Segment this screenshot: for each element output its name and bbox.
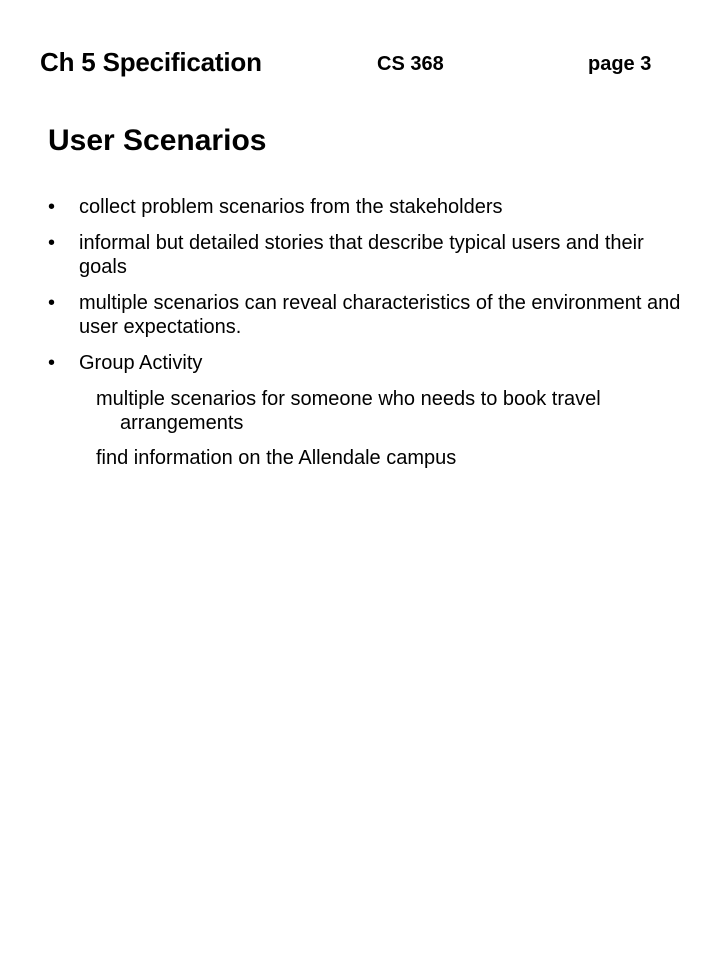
bullet-marker: •	[48, 232, 56, 254]
bullet-item	[48, 231, 688, 279]
chapter-heading: Ch 5 Specification	[40, 47, 262, 77]
bullet-text: informal but detailed stories that describe typical users and their goals	[79, 232, 644, 278]
bullet-item	[48, 195, 688, 219]
course-code: CS 368	[377, 53, 444, 75]
bullet-marker: •	[48, 292, 56, 314]
sub-item	[96, 446, 688, 470]
bullet-list	[48, 195, 688, 481]
bullet-marker: •	[48, 196, 56, 218]
bullet-item	[48, 351, 688, 375]
sub-item-text: find information on the Allendale campus	[96, 447, 457, 469]
sub-item	[96, 387, 688, 435]
bullet-text: Group Activity	[79, 352, 203, 374]
bullet-marker: •	[48, 352, 56, 374]
bullet-text: multiple scenarios can reveal characteristics of the environment and user expectations.	[79, 292, 681, 338]
page-number: page 3	[588, 53, 652, 75]
bullet-text: collect problem scenarios from the stakeholders	[79, 196, 503, 218]
sub-item-text: multiple scenarios for someone who needs to book travel arrangements	[96, 388, 601, 434]
bullet-item	[48, 291, 688, 339]
slide-title: User Scenarios	[48, 124, 267, 157]
